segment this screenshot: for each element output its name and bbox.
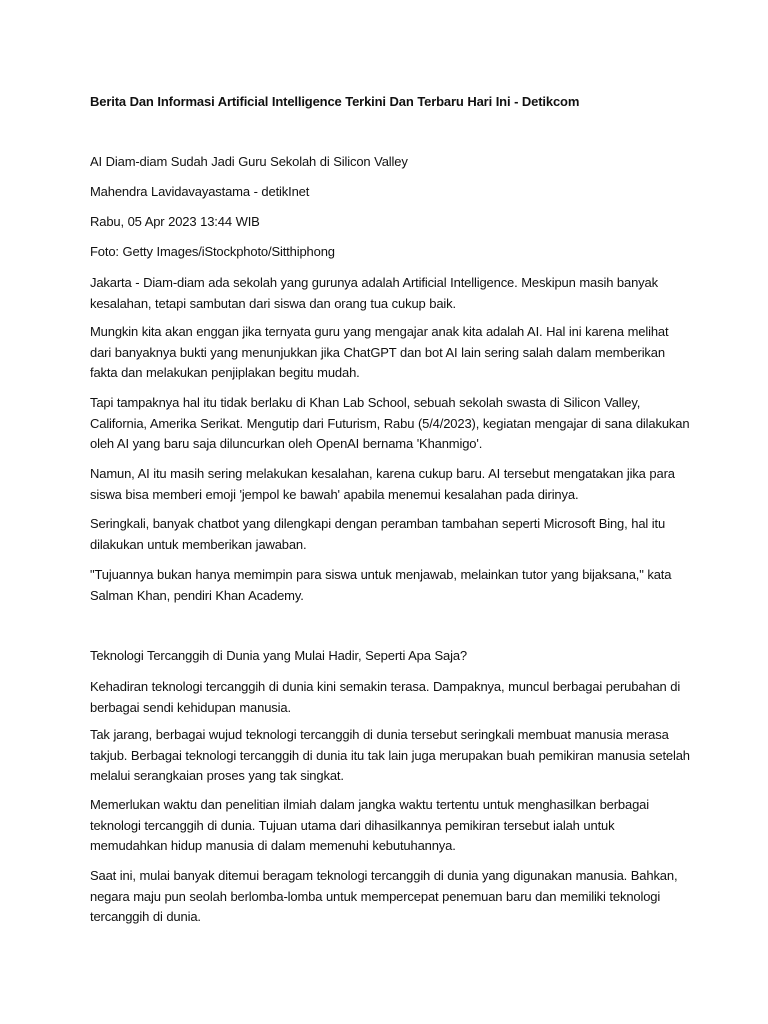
photo-credit: Foto: Getty Images/iStockphoto/Sitthiphong bbox=[90, 244, 335, 259]
section-paragraph: Memerlukan waktu dan penelitian ilmiah dalam jangka waktu tertentu untuk menghasilkan berbagai teknologi tercanggih di dunia. Tujuan utama dari dihasilkannya pemikiran tersebut ialah untuk memudahkan hidup manusia di dalam memenuhi kebutuhannya. bbox=[90, 797, 649, 853]
article-paragraph: Seringkali, banyak chatbot yang dilengkapi dengan peramban tambahan seperti Microsoft Bing, hal itu dilakukan untuk memberikan jawaban. bbox=[90, 516, 666, 552]
article-paragraph: Mungkin kita akan enggan jika ternyata guru yang mengajar anak kita adalah AI. Hal ini karena melihat dari banyaknya bukti yang menunjukkan jika ChatGPT dan bot AI lain sering salah dalam memberikan fakta dan melakukan penjiplakan begitu mudah. bbox=[90, 324, 669, 380]
article-paragraph: Namun, AI itu masih sering melakukan kesalahan, karena cukup baru. AI tersebut mengatakan jika para siswa bisa memberi emoji 'jempol ke bawah' apabila menemui kesalahan pada dirinya. bbox=[90, 466, 675, 502]
section-heading: Teknologi Tercanggih di Dunia yang Mulai Hadir, Seperti Apa Saja? bbox=[90, 648, 467, 663]
article-paragraph: Jakarta - Diam-diam ada sekolah yang gurunya adalah Artificial Intelligence. Meskipun masih banyak kesalahan, tetapi sambutan dari siswa dan orang tua cukup baik. bbox=[90, 275, 658, 311]
article-author: Mahendra Lavidavayastama - detikInet bbox=[90, 184, 310, 199]
article-quote: "Tujuannya bukan hanya memimpin para siswa untuk menjawab, melainkan tutor yang bijaksana," kata Salman Khan, pendiri Khan Academy. bbox=[90, 567, 672, 603]
document-title: Berita Dan Informasi Artificial Intelligence Terkini Dan Terbaru Hari Ini - Detikcom bbox=[90, 94, 580, 109]
article-date: Rabu, 05 Apr 2023 13:44 WIB bbox=[90, 214, 260, 229]
section-paragraph: Saat ini, mulai banyak ditemui beragam teknologi tercanggih di dunia yang digunakan manusia. Bahkan, negara maju pun seolah berlomba-lomba untuk mempercepat penemuan baru dan memiliki teknologi tercanggih di dunia. bbox=[90, 868, 678, 924]
article-headline: AI Diam-diam Sudah Jadi Guru Sekolah di Silicon Valley bbox=[90, 154, 408, 169]
document-page bbox=[90, 0, 690, 1024]
article-paragraph: Tapi tampaknya hal itu tidak berlaku di Khan Lab School, sebuah sekolah swasta di Silicon Valley, California, Amerika Serikat. Mengutip dari Futurism, Rabu (5/4/2023), kegiatan mengajar di sana dilakukan oleh AI yang baru saja diluncurkan oleh OpenAI bernama 'Khanmigo'. bbox=[90, 395, 690, 451]
section-paragraph: Kehadiran teknologi tercanggih di dunia kini semakin terasa. Dampaknya, muncul berbagai perubahan di berbagai sendi kehidupan manusia. bbox=[90, 679, 681, 715]
section-paragraph: Tak jarang, berbagai wujud teknologi tercanggih di dunia tersebut seringkali membuat manusia merasa takjub. Berbagai teknologi tercanggih di dunia itu tak lain juga merupakan buah pemikiran manusia setelah melalui serangkaian proses yang tak singkat. bbox=[90, 727, 690, 783]
